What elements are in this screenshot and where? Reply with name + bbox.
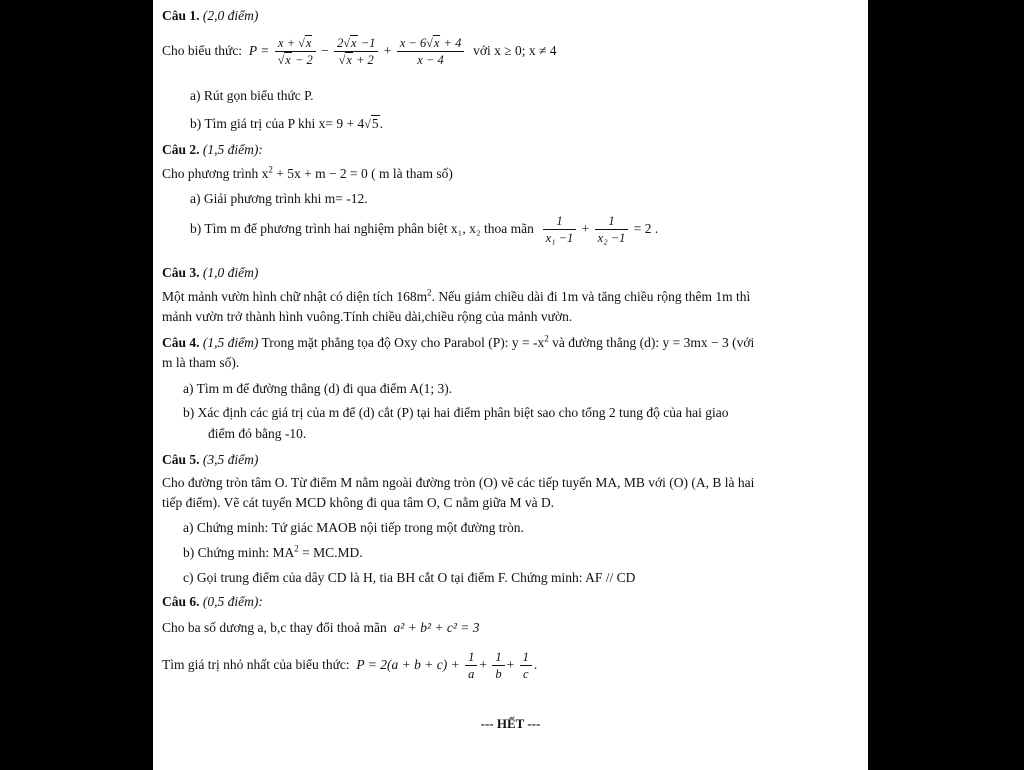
q4-part-a: a) Tìm m để đường thẳng (d) đi qua điểm A(1; 3). (183, 381, 453, 396)
q2-heading: Câu 2. (1,5 điểm): (162, 142, 263, 157)
q5-line-2: tiếp điểm). Vẽ cát tuyến MCD không đi qua tâm O, C nằm giữa M và D. (162, 495, 555, 510)
q6-fraction-a: $\frac{1}{a}$ (465, 650, 477, 681)
q3-line-2: mảnh vườn trở thành hình vuông.Tính chiều dài,chiều rộng của mảnh vườn. (162, 309, 573, 324)
q1-fraction-2: $\frac{2√x -1}{√x + 2}$ (334, 36, 378, 67)
q2-intro: Cho phương trình $x^2 + 5x + m - 2 = 0$ ( m là tham số) (162, 164, 453, 181)
q1-part-b: b) Tìm giá trị của P khi x= 9 + 4√5. (190, 116, 383, 131)
q2-fraction-2: $\frac{1}{\text{x₂ −1}}$ (595, 214, 629, 245)
q1-heading: Câu 1. (2,0 điểm) (162, 8, 259, 23)
q6-fraction-b: $\frac{1}{b}$ (492, 650, 504, 681)
q5-part-a: a) Chứng minh: Tứ giác MAOB nội tiếp trong một đường tròn. (183, 520, 524, 535)
q4-part-b-line-1: b) Xác định các giá trị của m để (d) cắt (P) tại hai điểm phân biệt sao cho tổng 2 tung độ của hai giao (183, 405, 729, 420)
q4-part-b-line-2: điểm đó bằng -10. (208, 426, 307, 441)
q1-fraction-1: $\frac{x + √x}{√x - 2}$ (275, 36, 316, 67)
q4-line-2: m là tham số). (162, 355, 240, 370)
q5-part-b: b) Chứng minh: $MA^2 = MC.MD$. (183, 543, 363, 560)
q6-heading: Câu 6. (0,5 điểm): (162, 594, 263, 609)
exam-page (153, 0, 868, 770)
q5-line-1: Cho đường tròn tâm O. Từ điểm M nằm ngoài đường tròn (O) vẽ các tiếp tuyến MA, MB với (O) (A, B là hai (162, 475, 755, 490)
end-marker: --- HẾT --- (480, 716, 541, 731)
q6-line-2: Tìm giá trị nhỏ nhất của biểu thức: P = 2(a + b + c) + $\frac{1}{a}$ + $\frac{1}{b}$ + $\frac{1}{c}$ . (162, 650, 538, 682)
q2-fraction-1: $\frac{1}{\text{x₁ −1}}$ (543, 214, 577, 245)
q1-fraction-3: $\frac{x - 6√x + 4}{x - 4}$ (397, 36, 465, 67)
q1-part-a: a) Rút gọn biểu thức P. (190, 88, 314, 103)
q3-heading: Câu 3. (1,0 điểm) (162, 265, 259, 280)
q2-part-a: a) Giải phương trình khi m= -12. (190, 191, 368, 206)
q6-fraction-c: $\frac{1}{c}$ (520, 650, 532, 681)
q5-part-c: c) Gọi trung điểm của dây CD là H, tia BH cắt O tại điểm F. Chứng minh: AF // CD (183, 570, 636, 585)
q5-heading: Câu 5. (3,5 điểm) (162, 452, 259, 467)
q3-line-1: Một mảnh vườn hình chữ nhật có diện tích $168m^2$. Nếu giảm chiều dài đi 1m và tăng chiều rộng thêm 1m thì (162, 287, 751, 304)
q6-line-1: Cho ba số dương a, b,c thay đổi thoả mãn a² + b² + c² = 3 (162, 620, 480, 635)
q1-expression: Cho biểu thức: P = $\frac{x + √x}{√x - 2}$ − $\frac{2√x -1}{√x + 2}$ + $\frac{x - 6√x + 4}{x - 4}$ với x ≥ 0; x ≠ 4 (162, 36, 557, 68)
q4-line-1: Câu 4. (1,5 điểm) Trong mặt phẳng tọa độ Oxy cho Parabol (P): $y = -x^2$ và đường thẳng (d): y = 3mx − 3 (với (162, 333, 755, 350)
q2-part-b: b) Tìm m để phương trình hai nghiệm phân biệt x₁, x₂ thoa mãn $\frac{1}{\text{x₁ −1}}$ + $\frac{1}{\text{x₂ −1}}$ = 2 . (190, 214, 659, 246)
